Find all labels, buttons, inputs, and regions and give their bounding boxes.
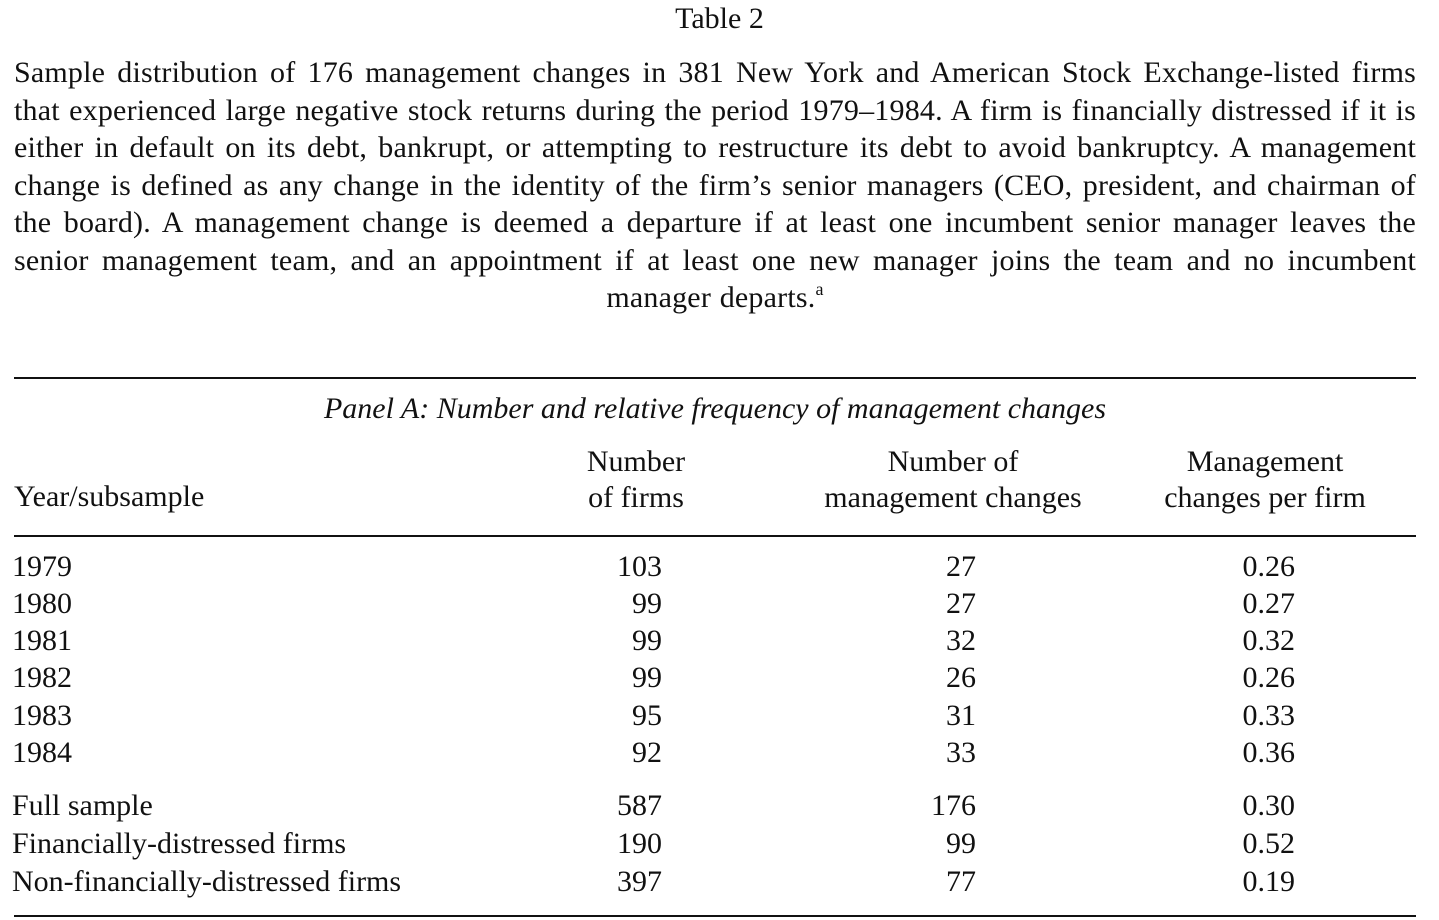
row-changes: 31 (946, 699, 976, 732)
table-row (0, 659, 1439, 696)
table-row (0, 697, 1439, 734)
header-firms-line2: of firms (588, 481, 684, 514)
row-label: Full sample (12, 789, 153, 822)
row-changes: 99 (946, 827, 976, 860)
row-per-firm: 0.27 (1242, 587, 1295, 620)
header-perfirm-line1: Management (1186, 445, 1344, 478)
row-per-firm: 0.19 (1242, 865, 1295, 898)
header-firms-line1: Number (586, 445, 686, 478)
header-perfirm-line2: changes per firm (1164, 481, 1366, 514)
table-row (0, 863, 1439, 900)
header-changes-per-firm (1138, 444, 1392, 516)
row-firms: 99 (632, 624, 662, 657)
row-label: 1982 (12, 661, 72, 694)
row-label: Financially-distressed firms (12, 827, 347, 860)
row-changes: 77 (946, 865, 976, 898)
row-per-firm: 0.52 (1242, 827, 1295, 860)
table-caption (14, 54, 1416, 317)
row-label: 1980 (12, 587, 72, 620)
table-title: Table 2 (675, 2, 764, 35)
row-firms: 99 (632, 661, 662, 694)
table-row (0, 734, 1439, 771)
table-row (0, 622, 1439, 659)
row-changes: 32 (946, 624, 976, 657)
header-changes-line2: management changes (824, 481, 1082, 514)
row-label: 1983 (12, 699, 72, 732)
row-per-firm: 0.30 (1242, 789, 1295, 822)
header-rule (14, 535, 1416, 537)
header-number-of-firms (560, 444, 712, 516)
row-changes: 26 (946, 661, 976, 694)
row-changes: 33 (946, 736, 976, 769)
row-per-firm: 0.32 (1242, 624, 1295, 657)
row-per-firm: 0.26 (1242, 661, 1295, 694)
row-per-firm: 0.33 (1242, 699, 1295, 732)
row-firms: 397 (617, 865, 662, 898)
header-year-subsample: Year/subsample (14, 480, 205, 513)
table-row (0, 585, 1439, 622)
header-management-changes (790, 444, 1116, 516)
row-label: 1979 (12, 550, 72, 583)
table-row (0, 787, 1439, 824)
row-per-firm: 0.26 (1242, 550, 1295, 583)
row-firms: 587 (617, 789, 662, 822)
row-label: 1981 (12, 624, 72, 657)
table-row (0, 825, 1439, 862)
row-label: 1984 (12, 736, 72, 769)
row-firms: 95 (632, 699, 662, 732)
row-firms: 103 (617, 550, 662, 583)
panel-title: Panel A: Number and relative frequency of management changes (323, 392, 1107, 425)
row-firms: 92 (632, 736, 662, 769)
row-changes: 27 (946, 550, 976, 583)
bottom-rule (14, 915, 1416, 917)
row-firms: 190 (617, 827, 662, 860)
table-row (0, 548, 1439, 585)
header-changes-line1: Number of (887, 445, 1019, 478)
row-label: Non-financially-distressed firms (12, 865, 402, 898)
caption-footnote-marker: a (815, 279, 824, 299)
row-changes: 27 (946, 587, 976, 620)
top-rule (14, 377, 1416, 379)
caption-text: Sample distribution of 176 management changes in 381 New York and American Stock Exchange-listed firms that experienced large negative stock returns during the period 1979–1984. A firm is financially distressed if it is either in default on its debt, bankrupt, or attempting to restructure its debt to avoid bankruptcy. A management change is defined as any change in the identity of the firm’s senior managers (CEO, president, and chairman of the board). A management change is deemed a departure if at least one incumbent senior manager leaves the senior management team, and an appointment if at least one new manager joins the team and no incumbent manager departs. (14, 56, 1416, 314)
row-firms: 99 (632, 587, 662, 620)
row-changes: 176 (931, 789, 976, 822)
row-per-firm: 0.36 (1242, 736, 1295, 769)
